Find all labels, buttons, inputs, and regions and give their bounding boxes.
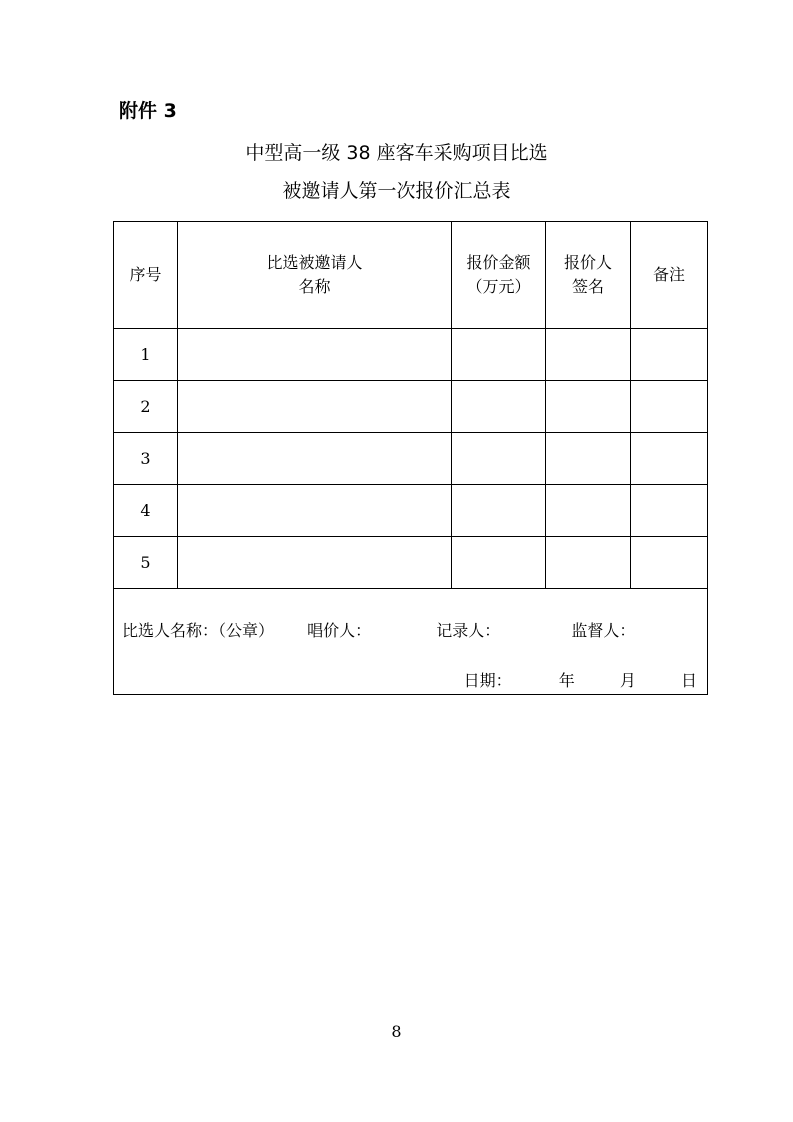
cell-signer[interactable] bbox=[546, 485, 631, 537]
date-line bbox=[464, 669, 697, 693]
table-row bbox=[114, 381, 708, 433]
date-label: 日期： bbox=[463, 671, 512, 690]
row-no: 1 bbox=[114, 329, 178, 381]
table-row bbox=[114, 485, 708, 537]
row-no: 4 bbox=[114, 485, 178, 537]
quote-summary-table bbox=[113, 221, 708, 695]
cell-signer[interactable] bbox=[546, 329, 631, 381]
row-no: 3 bbox=[114, 433, 178, 485]
header-signer bbox=[546, 222, 631, 329]
cell-quote-amount[interactable] bbox=[452, 433, 546, 485]
cell-remark[interactable] bbox=[631, 537, 708, 589]
year-label: 年 bbox=[558, 671, 575, 690]
cell-invitee-name[interactable] bbox=[178, 329, 452, 381]
signature-footer bbox=[114, 589, 708, 695]
cell-signer[interactable] bbox=[546, 433, 631, 485]
cell-remark[interactable] bbox=[631, 485, 708, 537]
cell-invitee-name[interactable] bbox=[178, 381, 452, 433]
header-quote-amount bbox=[452, 222, 546, 329]
month-label: 月 bbox=[619, 671, 636, 690]
header-no: 序号 bbox=[114, 222, 178, 329]
header-quote-amount-line2: （万元） bbox=[466, 277, 531, 296]
supervisor-label: 监督人： bbox=[571, 621, 636, 640]
cell-remark[interactable] bbox=[631, 381, 708, 433]
document-title-line1: 中型高一级 38 座客车采购项目比选 bbox=[245, 142, 548, 164]
row-no: 2 bbox=[114, 381, 178, 433]
selector-label: 比选人名称：（公章） bbox=[122, 621, 275, 640]
header-invitee-name bbox=[178, 222, 452, 329]
cell-signer[interactable] bbox=[546, 537, 631, 589]
cell-invitee-name[interactable] bbox=[178, 433, 452, 485]
day-label: 日 bbox=[680, 671, 697, 690]
caller-label: 唱价人： bbox=[307, 621, 372, 640]
header-signer-line2: 签名 bbox=[571, 277, 604, 296]
signature-line bbox=[122, 619, 635, 643]
cell-remark[interactable] bbox=[631, 433, 708, 485]
page-number: 8 bbox=[391, 1022, 402, 1041]
cell-quote-amount[interactable] bbox=[452, 537, 546, 589]
header-signer-line1: 报价人 bbox=[563, 253, 612, 272]
header-remark: 备注 bbox=[631, 222, 708, 329]
table-row bbox=[114, 433, 708, 485]
table-row bbox=[114, 329, 708, 381]
cell-quote-amount[interactable] bbox=[452, 329, 546, 381]
cell-signer[interactable] bbox=[546, 381, 631, 433]
cell-invitee-name[interactable] bbox=[178, 537, 452, 589]
cell-invitee-name[interactable] bbox=[178, 485, 452, 537]
header-quote-amount-line1: 报价金额 bbox=[466, 253, 531, 272]
attachment-label: 附件 3 bbox=[119, 100, 177, 122]
header-invitee-name-line1: 比选被邀请人 bbox=[266, 253, 363, 272]
cell-remark[interactable] bbox=[631, 329, 708, 381]
document-title-line2: 被邀请人第一次报价汇总表 bbox=[282, 180, 511, 202]
recorder-label: 记录人： bbox=[436, 621, 501, 640]
table-header-row bbox=[114, 222, 708, 329]
table-footer-row bbox=[114, 589, 708, 695]
table-row bbox=[114, 537, 708, 589]
header-invitee-name-line2: 名称 bbox=[298, 277, 331, 296]
cell-quote-amount[interactable] bbox=[452, 485, 546, 537]
cell-quote-amount[interactable] bbox=[452, 381, 546, 433]
row-no: 5 bbox=[114, 537, 178, 589]
